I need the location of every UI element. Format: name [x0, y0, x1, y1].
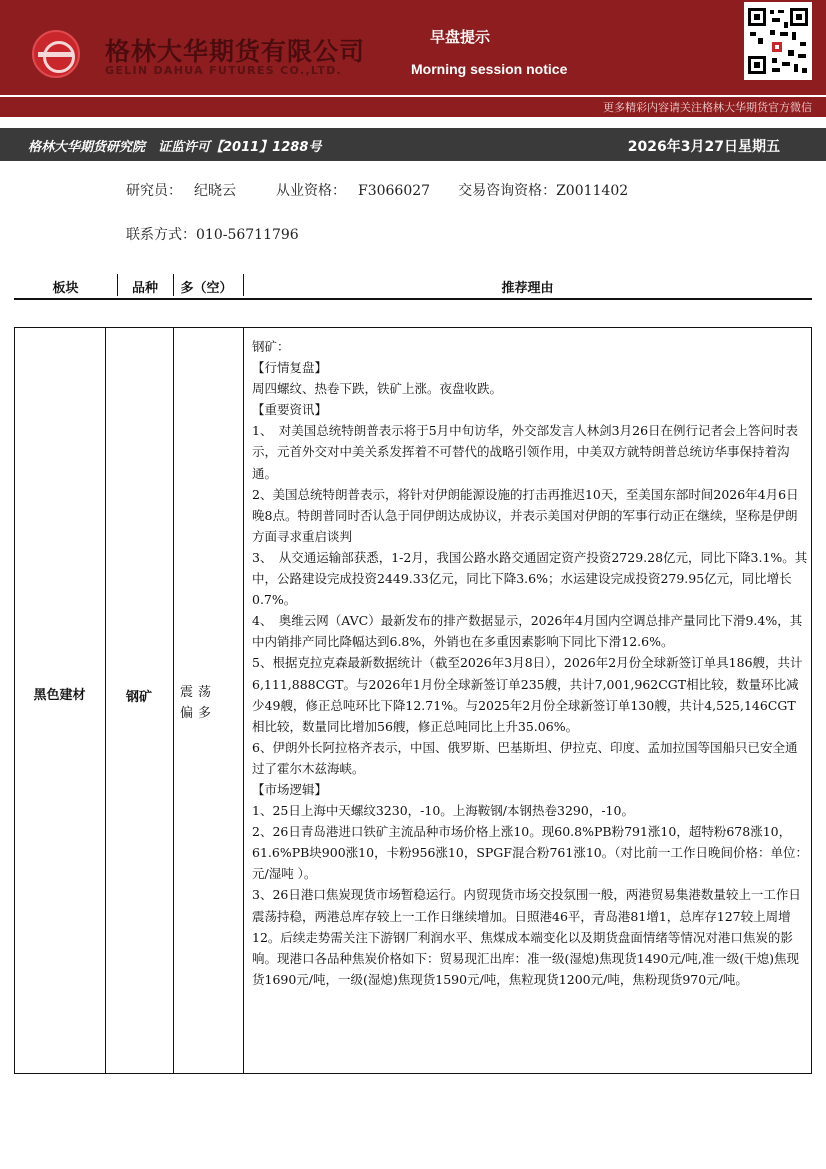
- reason-paragraph: 5、根据克拉克森最新数据统计（截至2026年3月8日），2026年2月份全球新签订单具186艘，共计6,111,888CGT。与2026年1月份全球新签订单235艘，共计7,001,962CGT相比较，数量环比减少49艘，修正总吨环比下降12.71%。与2025年2月份全球新签订单130艘，共计4,525,146CGT相比较，数量同比增加56艘，修正总吨同比上升35.06%。: [252, 655, 803, 734]
- header-variety: 品种: [131, 281, 158, 296]
- col-border-3: [243, 328, 244, 1073]
- consult-qualification-id: Z0011402: [556, 183, 629, 199]
- col-border-right: [811, 328, 812, 1073]
- reason-paragraph: 6、伊朗外长阿拉格齐表示，中国、俄罗斯、巴基斯坦、伊拉克、印度、孟加拉国等国船只已安全通过了霍尔木兹海峡。: [252, 739, 798, 776]
- consult-qualification-label: 交易咨询资格：: [458, 183, 557, 199]
- contact-info: 联系方式：010-56711796: [126, 227, 299, 243]
- reason-paragraph: 3、 从交通运输部获悉，1-2月，我国公路水路交通固定资产投资2729.28亿元，同比下降3.1%。其中，公路建设完成投资2449.33亿元，同比下降3.6%；水运建设完成投资279.95亿元，同比增长0.7%。: [252, 549, 808, 608]
- reason-paragraph: 2、美国总统特朗普表示，将针对伊朗能源设施的打击再推迟10天，至美国东部时间2026年4月6日晚8点。特朗普同时否认急于同伊朗达成协议，并表示美国对伊朗的军事行动正在继续，坚称是伊朗方面寻求重启谈判: [252, 486, 799, 544]
- reason-paragraph: 3、26日港口焦炭现货市场暂稳运行。内贸现货市场交投氛围一般，两港贸易集港数量较上一工作日震荡持稳，两港总库存较上一工作日继续增加。日照港46平，青岛港81增1，总库存127较上周增12。后续走势需关注下游钢厂利润水平、焦煤成本端变化以及期货盘面情绪等情况对港口焦炭的影响。现港口各品种焦炭价格如下：贸易现汇出库：准一级(湿熄)焦现货1490元/吨,准一级(干熄)焦现货1690元/吨，一级(湿熄)焦现货1590元/吨，焦粒现货1200元/吨，焦粉现货970元/吨。: [252, 887, 801, 987]
- header-divider: [0, 95, 826, 97]
- institute-license: 格林大华期货研究院 证监许可【2011】1288号: [28, 140, 322, 155]
- report-title-en: Morning session notice: [411, 61, 568, 77]
- company-name-cn: 格林大华期货有限公司: [105, 37, 366, 66]
- table-header: [14, 274, 812, 300]
- company-name-en: GELIN DAHUA FUTURES CO.,LTD.: [105, 64, 343, 77]
- header-direction: 多（空）: [180, 281, 233, 296]
- header-sector: 板块: [52, 281, 79, 296]
- report-title-cn: 早盘提示: [430, 28, 491, 46]
- researcher-info: [126, 180, 628, 200]
- direction-cell: 震荡偏多: [180, 685, 217, 721]
- reason-paragraph: 2、26日青岛港进口铁矿主流品种市场价格上涨10。现60.8%PB粉791涨10，超特粉678涨10，61.6%PB块900涨10，卡粉956涨10，SPGF混合粉761涨10。（对比前一工作日晚间价格：单位：元/湿吨 ）。: [252, 824, 808, 882]
- table-row: [14, 327, 812, 1074]
- qualification-id: F3066027: [358, 183, 431, 199]
- reason-paragraph: 4、 奥维云网（AVC）最新发布的排产数据显示，2026年4月国内空调总排产量同比下滑9.4%，其中内销排产同比降幅达到6.8%，外销也在多重因素影响下同比下滑12.6%。: [252, 613, 803, 650]
- reason-cell: [252, 336, 808, 990]
- company-logo-icon: [32, 30, 80, 78]
- reason-paragraph: 钢矿：: [252, 339, 290, 354]
- variety-cell: 钢矿: [125, 690, 152, 705]
- researcher-label: 研究员：: [126, 183, 182, 199]
- qualification-label: 从业资格：: [276, 183, 346, 199]
- header-reason: 推荐理由: [501, 281, 554, 296]
- reason-paragraph: 1、25日上海中天螺纹3230，-10。上海鞍钢/本钢热卷3290，-10。: [252, 803, 634, 819]
- reason-paragraph: 周四螺纹、热卷下跌，铁矿上涨。夜盘收跌。: [252, 381, 503, 397]
- reason-paragraph: 【行情复盘】: [252, 360, 328, 376]
- wechat-follow-note: 更多精彩内容请关注格林大华期货官方微信: [603, 101, 812, 114]
- reason-paragraph: 【重要资讯】: [252, 402, 328, 418]
- sector-cell: 黑色建材: [33, 688, 86, 703]
- researcher-name: 纪晓云: [194, 183, 236, 199]
- col-border-2: [173, 328, 174, 1073]
- wechat-qr-code-icon: [744, 2, 812, 80]
- report-date: 2026年3月27日星期五: [627, 139, 780, 155]
- reason-paragraph: 1、 对美国总统特朗普表示将于5月中旬访华，外交部发言人林剑3月26日在例行记者会上答问时表示，元首外交对中美关系发挥着不可替代的战略引领作用，中美双方就特朗普总统访华事保持着沟通。: [252, 423, 799, 481]
- reason-paragraph: 【市场逻辑】: [252, 781, 328, 797]
